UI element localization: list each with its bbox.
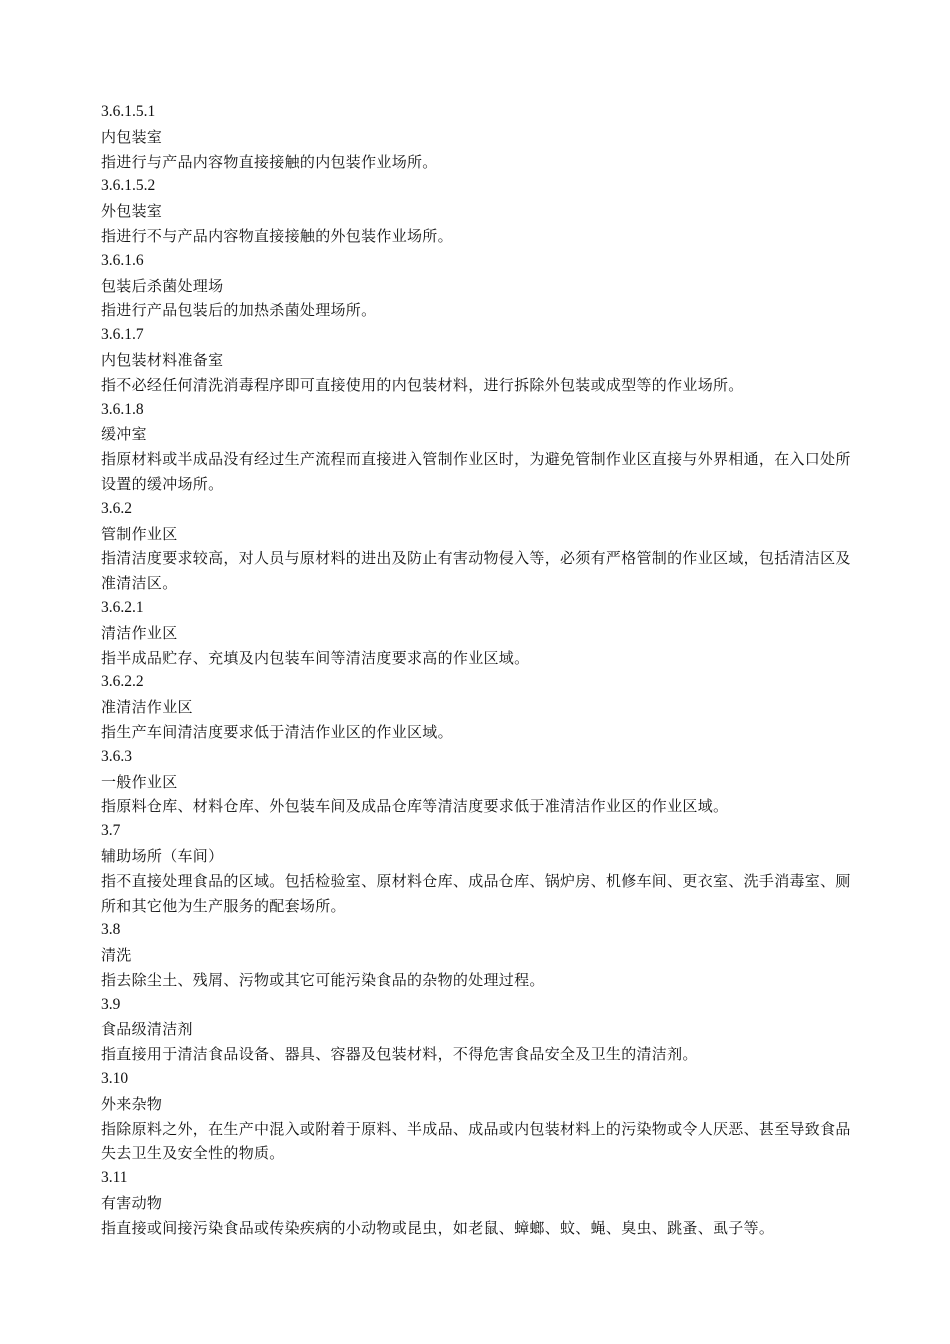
entry-definition: 指生产车间清洁度要求低于清洁作业区的作业区域。 — [101, 722, 453, 741]
entry-definition: 指进行与产品内容物直接接触的内包装作业场所。 — [101, 152, 438, 171]
entry-number: 3.6.1.8 — [101, 400, 144, 418]
entry-term: 内包装室 — [101, 127, 163, 146]
entry-term: 食品级清洁剂 — [101, 1020, 193, 1039]
entry — [101, 100, 851, 174]
entry-definition: 指直接或间接污染食品或传染疾病的小动物或昆虫，如老鼠、蟑螂、蚊、蝇、臭虫、跳蚤、虱子等。 — [101, 1218, 775, 1237]
entry — [101, 819, 851, 918]
entry-number: 3.6.1.7 — [101, 326, 144, 344]
entry-definition: 指清洁度要求较高，对人员与原材料的进出及防止有害动物侵入等，必须有严格管制的作业区域，包括清洁区及准清洁区。 — [101, 549, 851, 593]
entry-term: 包装后杀菌处理场 — [101, 276, 224, 295]
entry — [101, 1067, 851, 1166]
entry-term: 管制作业区 — [101, 524, 178, 543]
entry-definition: 指原料仓库、材料仓库、外包装车间及成品仓库等清洁度要求低于准清洁作业区的作业区域。 — [101, 797, 729, 816]
entry-number: 3.6.2.2 — [101, 673, 144, 691]
entry-term: 外来杂物 — [101, 1094, 163, 1113]
entry — [101, 398, 851, 497]
entry-term: 清洗 — [101, 946, 132, 965]
entry-definition: 指不必经任何清洗消毒程序即可直接使用的内包装材料，进行拆除外包装或成型等的作业场所。 — [101, 375, 744, 394]
entry — [101, 993, 851, 1067]
entry — [101, 1166, 851, 1240]
entry — [101, 596, 851, 670]
entry — [101, 497, 851, 596]
entry — [101, 918, 851, 992]
entry-term: 外包装室 — [101, 202, 163, 221]
entry-number: 3.11 — [101, 1169, 128, 1187]
entry-term: 一般作业区 — [101, 772, 178, 791]
entry-definition: 指除原料之外，在生产中混入或附着于原料、半成品、成品或内包装材料上的污染物或令人厌恶、甚至导致食品失去卫生及安全性的物质。 — [101, 1119, 851, 1163]
entry-term: 缓冲室 — [101, 425, 147, 444]
entry-definition: 指半成品贮存、充填及内包装车间等清洁度要求高的作业区域。 — [101, 648, 530, 667]
document-page — [101, 100, 851, 1241]
entry-term: 准清洁作业区 — [101, 698, 193, 717]
entry-number: 3.6.1.5.1 — [101, 103, 156, 120]
entry-definition: 指原材料或半成品没有经过生产流程而直接进入管制作业区时，为避免管制作业区直接与外界相通，在入口处所设置的缓冲场所。 — [101, 450, 851, 493]
entry — [101, 670, 851, 744]
entry-number: 3.6.3 — [101, 747, 132, 765]
entry-definition: 指去除尘土、残屑、污物或其它可能污染食品的杂物的处理过程。 — [101, 970, 545, 989]
entry-number: 3.6.1.6 — [101, 251, 144, 269]
entry-term: 辅助场所（车间） — [101, 846, 224, 865]
entry-number: 3.6.1.5.2 — [101, 177, 156, 195]
entry-number: 3.6.2 — [101, 499, 132, 517]
entry-number: 3.9 — [101, 995, 121, 1013]
entry-definition: 指直接用于清洁食品设备、器具、容器及包装材料，不得危害食品安全及卫生的清洁剂。 — [101, 1045, 698, 1064]
entry — [101, 323, 851, 397]
entry-term: 清洁作业区 — [101, 623, 178, 642]
entry-definition: 指进行产品包装后的加热杀菌处理场所。 — [101, 301, 377, 320]
entry-term: 内包装材料准备室 — [101, 350, 224, 369]
entry — [101, 249, 851, 323]
entry-definition: 指进行不与产品内容物直接接触的外包装作业场所。 — [101, 226, 453, 245]
entry-definition: 指不直接处理食品的区域。包括检验室、原材料仓库、成品仓库、锅炉房、机修车间、更衣室、洗手消毒室、厕所和其它他为生产服务的配套场所。 — [101, 871, 851, 915]
entry-term: 有害动物 — [101, 1194, 163, 1213]
entry-number: 3.10 — [101, 1070, 129, 1088]
entry-number: 3.8 — [101, 921, 121, 939]
entry-number: 3.7 — [101, 822, 121, 840]
entry-number: 3.6.2.1 — [101, 598, 144, 616]
entry — [101, 745, 851, 819]
entry — [101, 174, 851, 248]
